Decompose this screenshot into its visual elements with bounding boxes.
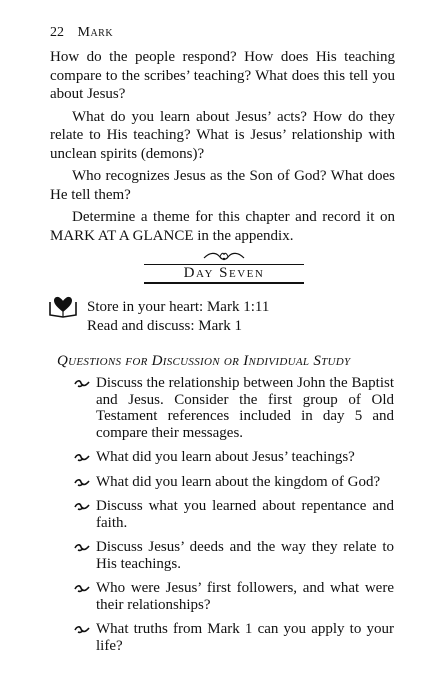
paragraph: Who recognizes Jesus as the Son of God? What does He tell them? [50,168,395,203]
day-heading [144,250,304,288]
read-and-discuss-text: Read and discuss: Mark 1 [87,318,242,334]
leaf-bullet-icon [74,625,90,634]
running-title: Mark [77,25,114,40]
flourish-ornament-icon [202,250,246,262]
list-item [74,474,394,491]
question-text: Discuss what you learned about repentance and faith. [96,498,394,531]
list-item [74,375,394,441]
body-text [50,48,395,249]
leaf-bullet-icon [74,453,90,462]
page-number: 22 [50,25,64,40]
leaf-bullet-icon [74,584,90,593]
list-item [74,580,394,613]
store-in-heart-text: Store in your heart: Mark 1:11 [87,299,270,315]
question-list [74,375,394,662]
paragraph: How do the people respond? How does His teaching compare to the scribes’ teaching? What does this tell you about Jesus? [50,49,395,102]
leaf-bullet-icon [74,478,90,487]
heading-rule-bottom [144,282,304,284]
leaf-bullet-icon [74,502,90,511]
list-item [74,498,394,531]
paragraph: What do you learn about Jesus’ acts? How do they relate to His teaching? What is Jesus’ relationship with unclean spirits (demons)? [50,108,395,162]
list-item [74,621,394,654]
question-text: What did you learn about Jesus’ teachings? [96,449,355,465]
list-item [74,449,394,466]
question-text: What did you learn about the kingdom of God? [96,473,381,490]
leaf-bullet-icon [74,543,90,552]
question-text: Discuss Jesus’ deeds and the way they relate to His teachings. [96,539,394,572]
question-text: Who were Jesus’ first followers, and what were their relationships? [96,580,394,613]
questions-heading: Questions for Discussion or Individual Study [57,353,351,369]
leaf-bullet-icon [74,379,90,388]
paragraph: Determine a theme for this chapter and record it on MARK AT A GLANCE in the appendix. [50,209,395,244]
page-header [50,25,113,41]
question-text: What truths from Mark 1 can you apply to your life? [96,621,394,654]
question-text: Discuss the relationship between John the Baptist and Jesus. Consider the first group of Old Testament references included in day 5 and compare their messages. [96,375,394,441]
day-title: Day Seven [183,265,265,281]
heart-book-icon [48,294,78,318]
list-item [74,539,394,572]
